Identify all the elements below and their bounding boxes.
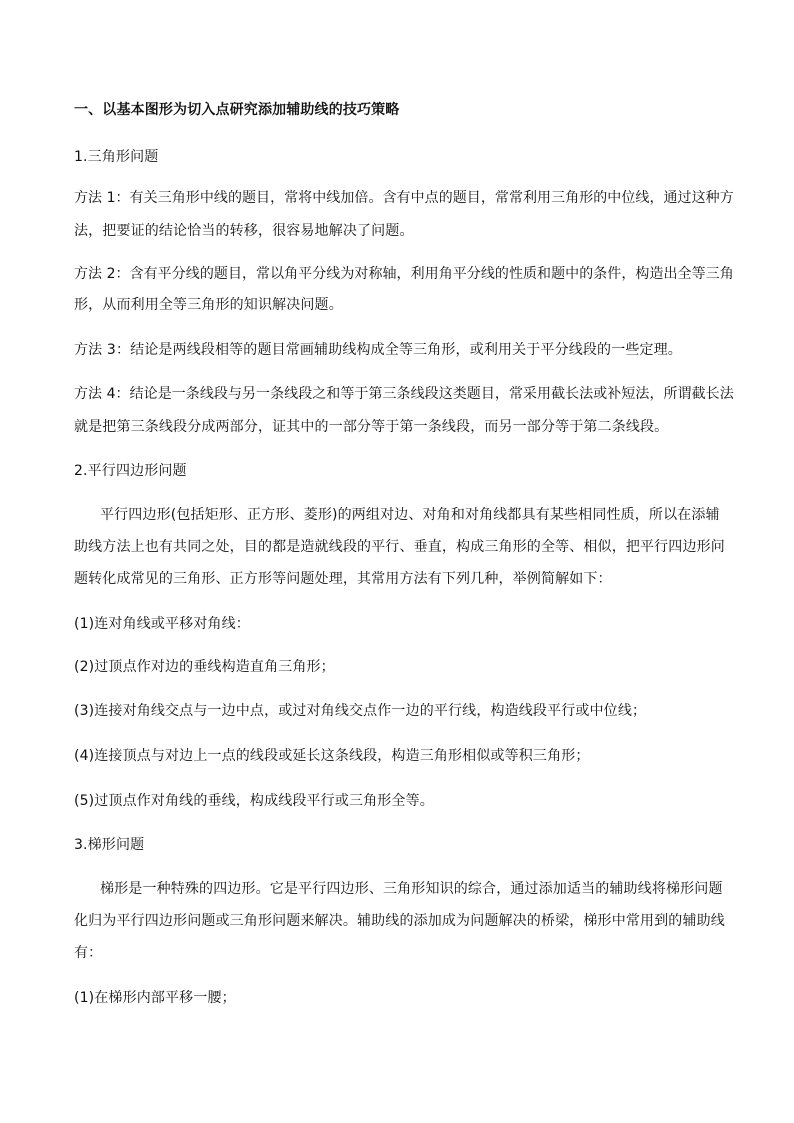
paragraph-line: 平行四边形(包括矩形、正方形、菱形)的两组对边、对角和对角线都具有某些相同性质，所以在添辅 bbox=[100, 507, 720, 523]
section-title: 2.平行四边形问题 bbox=[74, 463, 187, 479]
section-title: 1.三角形问题 bbox=[74, 149, 159, 165]
list-item: (2)过顶点作对边的垂线构造直角三角形； bbox=[74, 659, 335, 675]
paragraph-line: 梯形是一种特殊的四边形。它是平行四边形、三角形知识的综合，通过添加适当的辅助线将梯形问题 bbox=[100, 881, 723, 897]
paragraph-line: 助线方法上也有共同之处，目的都是造就线段的平行、垂直，构成三角形的全等、相似，把平行四边形问 bbox=[74, 539, 725, 555]
paragraph-line: 有： bbox=[74, 945, 103, 961]
paragraph-line: 形，从而利用全等三角形的知识解决问题。 bbox=[74, 297, 343, 313]
section-title: 3.梯形问题 bbox=[74, 837, 145, 853]
list-item: (3)连接对角线交点与一边中点，或过对角线交点作一边的平行线，构造线段平行或中位线； bbox=[74, 703, 647, 719]
list-item: (1)连对角线或平移对角线： bbox=[74, 616, 250, 632]
list-item: (5)过顶点作对角线的垂线，构成线段平行或三角形全等。 bbox=[74, 793, 434, 809]
paragraph-line: 法，把要证的结论恰当的转移，很容易地解决了问题。 bbox=[74, 223, 414, 239]
paragraph-line: 方法 3：结论是两线段相等的题目常画辅助线构成全等三角形，或利用关于平分线段的一些定理。 bbox=[74, 342, 682, 358]
paragraph-line: 方法 4：结论是一条线段与另一条线段之和等于第三条线段这类题目，常采用截长法或补短法，所谓截长法 bbox=[74, 386, 734, 402]
paragraph-line: 方法 1：有关三角形中线的题目，常将中线加倍。含有中点的题目，常常利用三角形的中位线，通过这种方 bbox=[74, 190, 734, 206]
paragraph-line: 就是把第三条线段分成两部分，证其中的一部分等于第一条线段，而另一部分等于第二条线段。 bbox=[74, 419, 669, 435]
heading: 一、以基本图形为切入点研究添加辅助线的技巧策略 bbox=[74, 102, 400, 118]
paragraph-line: 方法 2：含有平分线的题目，常以角平分线为对称轴，利用角平分线的性质和题中的条件，构造出全等三角 bbox=[74, 266, 734, 282]
list-item: (4)连接顶点与对边上一点的线段或延长这条线段，构造三角形相似或等积三角形； bbox=[74, 748, 590, 764]
paragraph-line: 化归为平行四边形问题或三角形问题来解决。辅助线的添加成为问题解决的桥梁，梯形中常用到的辅助线 bbox=[74, 913, 725, 929]
list-item: (1)在梯形内部平移一腰； bbox=[74, 990, 236, 1006]
paragraph-line: 题转化成常见的三角形、正方形等问题处理，其常用方法有下列几种，举例简解如下： bbox=[74, 571, 612, 587]
